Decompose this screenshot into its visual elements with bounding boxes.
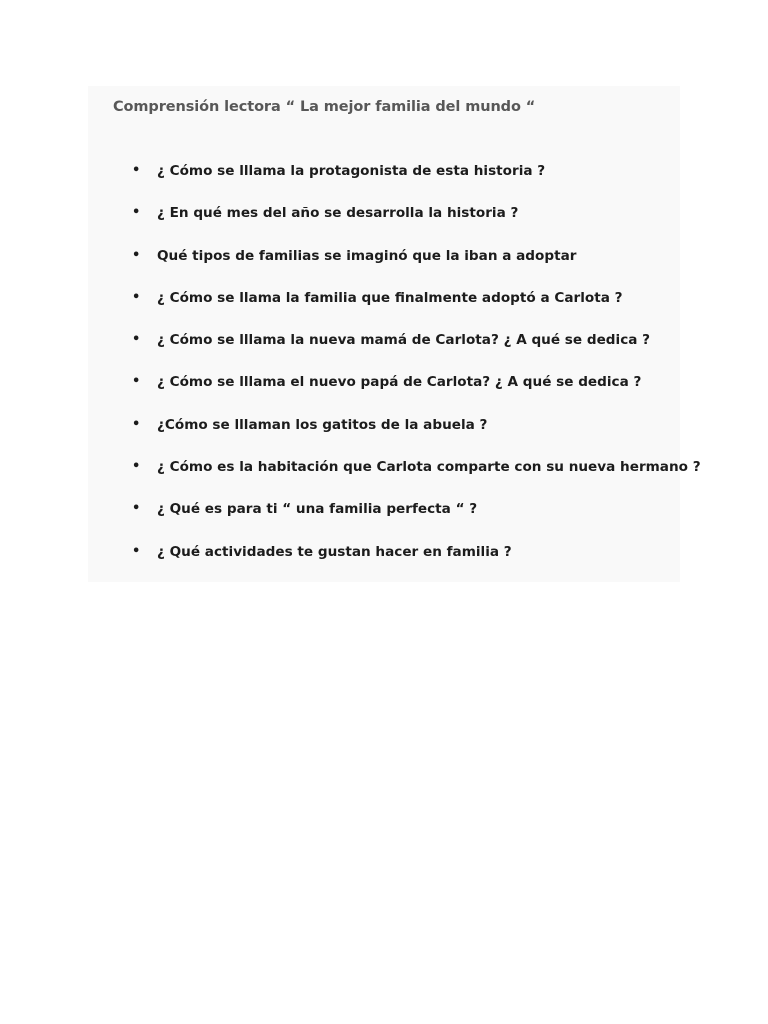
question-item [132,288,701,330]
question-text: ¿ Cómo se lllama la nueva mamá de Carlota? ¿ A qué se dedica ? [157,332,651,349]
bullet-icon: • [132,416,141,432]
bullet-icon: • [132,459,141,475]
question-item [132,415,701,457]
bullet-icon: • [132,289,141,305]
question-text: ¿ Cómo se lllama la protagonista de esta historia ? [157,163,546,179]
question-item [132,457,701,499]
bullet-icon: • [132,247,141,263]
question-text: ¿Cómo se lllaman los gatitos de la abuela ? [157,416,488,433]
bullet-icon: • [132,205,141,221]
question-item [132,330,701,372]
question-text: Qué tipos de familias se imaginó que la iban a adoptar [157,247,577,264]
question-item [132,372,701,414]
question-text: ¿ Cómo se lllama el nuevo papá de Carlota? ¿ A qué se dedica ? [157,374,642,391]
question-item [132,203,701,245]
question-text: ¿ Qué es para ti “ una familia perfecta “ ? [157,501,478,518]
question-item [132,542,701,584]
question-item [132,246,701,288]
bullet-icon: • [132,543,141,559]
question-text: ¿ En qué mes del año se desarrolla la historia ? [157,205,519,222]
question-item [132,161,701,203]
question-list [132,161,701,584]
worksheet-title: Comprensión lectora “ La mejor familia del mundo “ [113,99,536,115]
question-text: ¿ Cómo es la habitación que Carlota comparte con su nueva hermano ? [157,459,701,476]
bullet-icon: • [132,163,141,178]
bullet-icon: • [132,374,141,390]
question-text: ¿ Qué actividades te gustan hacer en familia ? [157,543,512,560]
question-item [132,499,701,541]
question-text: ¿ Cómo se llama la familia que finalmente adoptó a Carlota ? [157,289,623,306]
bullet-icon: • [132,501,141,517]
bullet-icon: • [132,332,141,348]
